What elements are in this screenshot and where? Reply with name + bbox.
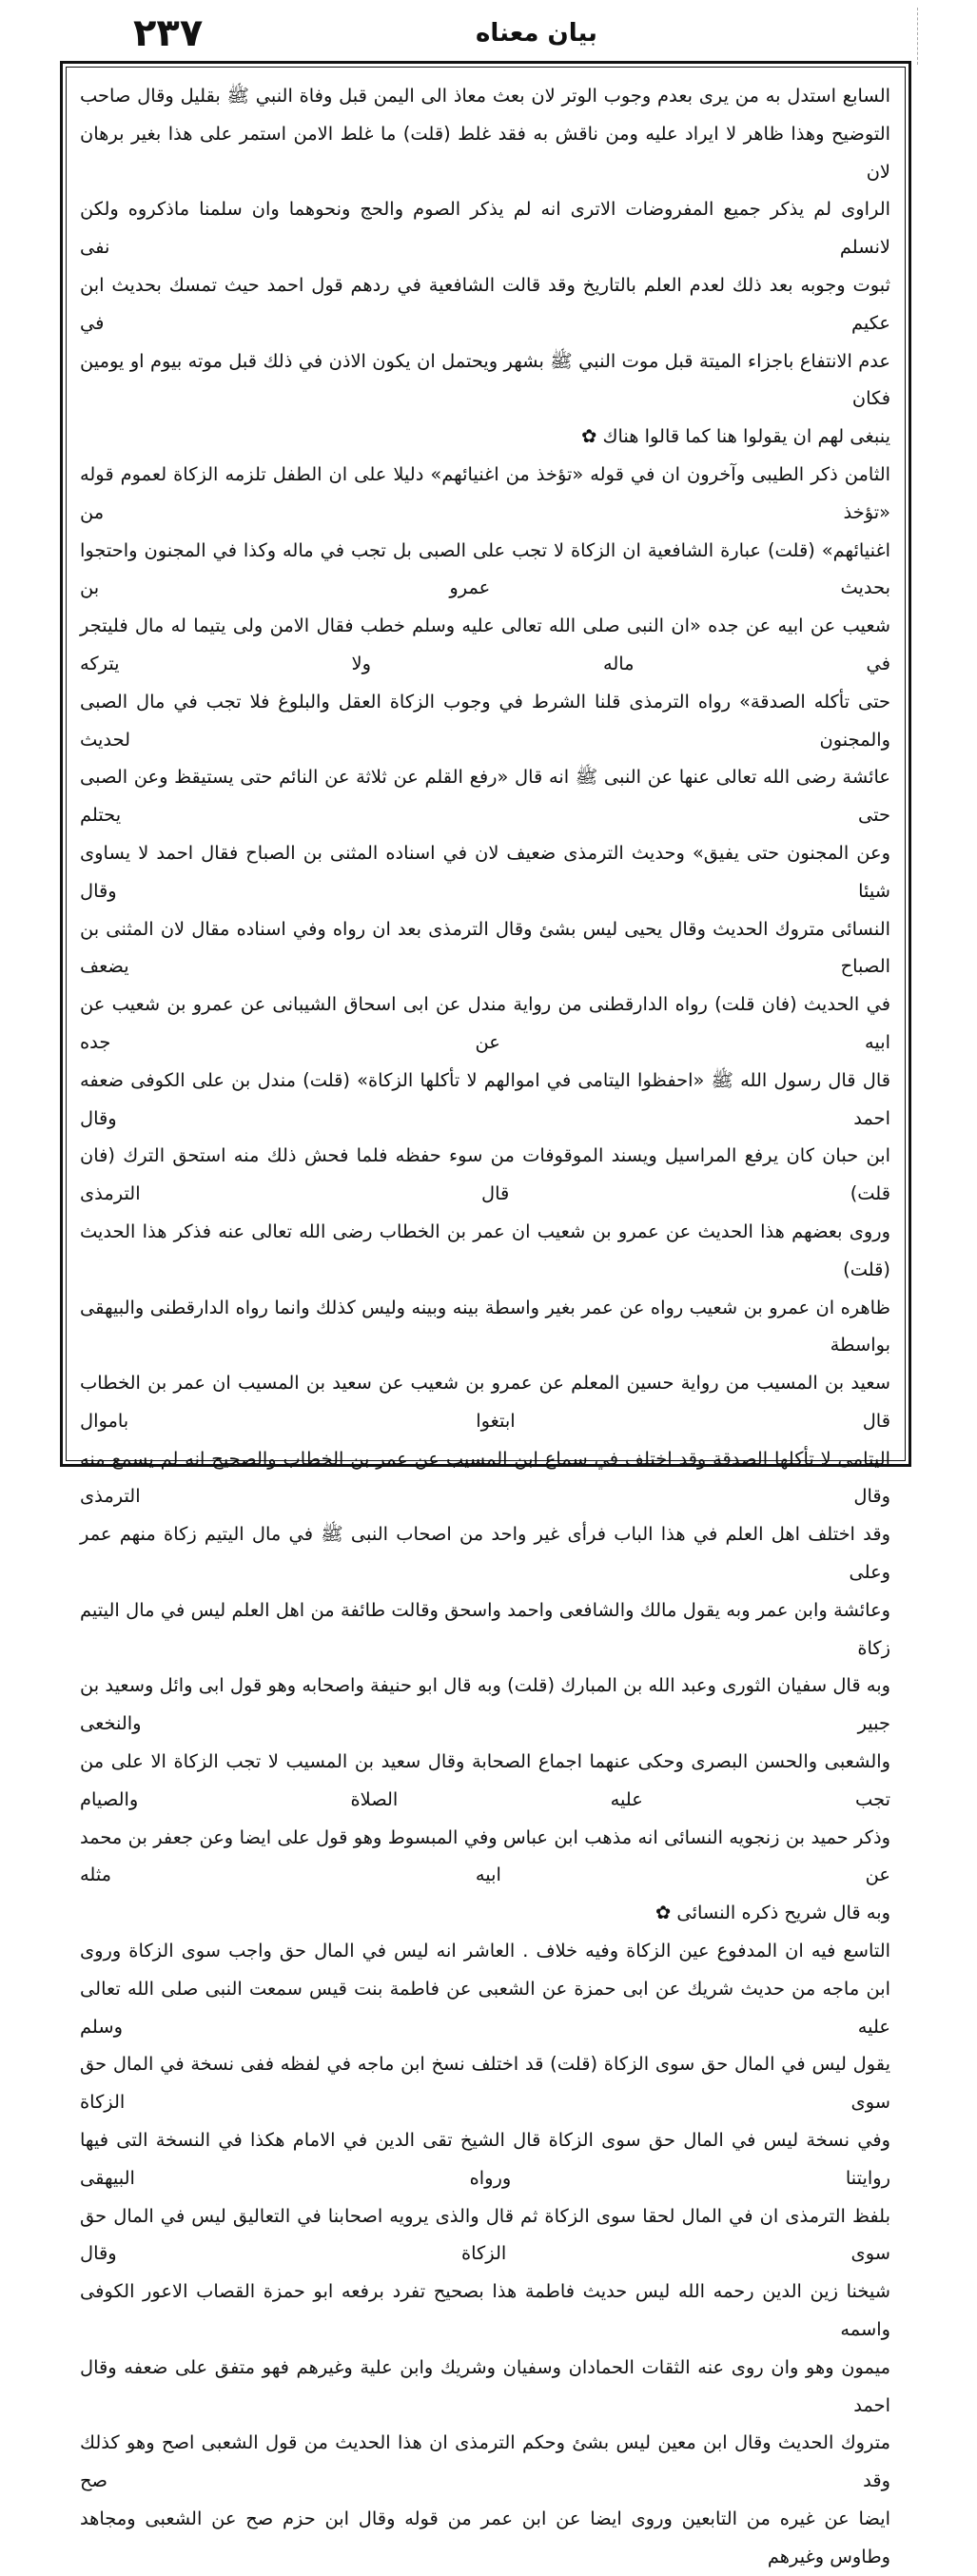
text-line: اليتامى لا تأكلها الصدقة وقد اختلف في سماع ابن المسيب عن عمر بن الخطاب والصحيح انه لم يسمع منه وقال الترمذى xyxy=(80,1447,890,1508)
text-line: وعن المجنون حتى يفيق» وحديث الترمذى ضعيف لان في اسناده المثنى بن الصباح فقال احمد لا يساوى شيئا وقال xyxy=(80,841,890,902)
text-line: ميمون وهو وان روى عنه الثقات الحمادان وسفيان وشريك وابن علية وغيرهم فهو متفق على ضعفه وقال احمد xyxy=(80,2355,890,2416)
text-line: اغنيائهم» (قلت) عبارة الشافعية ان الزكاة لا تجب على الصبى بل تجب في ماله وكذا في المجنون واحتجوا بحديث عمرو بن xyxy=(80,538,890,599)
text-line: والشعبى والحسن البصرى وحكى عنهما اجماع الصحابة وقال سعيد بن المسيب لا تجب الزكاة الا على من تجب عليه الصلاة والصيام xyxy=(80,1750,890,1810)
text-line: شعيب عن ابيه عن جده «ان النبى صلى الله تعالى عليه وسلم خطب فقال الامن ولى يتيما له مال فليتجر في ماله ولا يتركه xyxy=(80,615,890,674)
text-line: التاسع فيه ان المدفوع عين الزكاة وفيه خلاف . العاشر انه ليس في المال حق واجب سوى الزكاة وروى xyxy=(80,1940,890,1962)
text-line: وفي نسخة ليس في المال حق سوى الزكاة قال الشيخ تقى الدين في الامام هكذا في النسخة التى فيها روايتنا ورواه البيهقى xyxy=(80,2129,890,2189)
text-line: النسائى متروك الحديث وقال يحيى ليس بشئ وقال الترمذى بعد ان رواه وفي اسناده مقال لان المثنى بن الصباح يضعف xyxy=(80,917,890,978)
text-line: وبه قال شريح ذكره النسائى ✿ xyxy=(655,1902,890,1924)
text-line: بلفظ الترمذى ان في المال لحقا سوى الزكاة ثم قال والذى يرويه اصحابنا في التعاليق ليس في المال حق سوى الزكاة وقال xyxy=(80,2204,890,2265)
text-line: السابع استدل به من يرى بعدم وجوب الوتر لان بعث معاذ الى اليمن قبل وفاة النبي ﷺ بقليل وقال صاحب xyxy=(80,85,890,107)
body-text xyxy=(80,77,890,2576)
text-line: وذكر حميد بن زنجويه النسائى انه مذهب ابن عباس وفي المبسوط وهو قول على ايضا وعن جعفر بن محمد عن ابيه مثله xyxy=(80,1825,890,1886)
text-line: يقول ليس في المال حق سوى الزكاة (قلت) قد اختلف نسخ ابن ماجه في لفظه ففى نسخة في المال حق سوى الزكاة xyxy=(80,2053,890,2114)
text-line: عائشة رضى الله تعالى عنها عن النبى ﷺ انه قال «رفع القلم عن ثلاثة عن النائم حتى يستيقظ وعن الصبى حتى يحتلم xyxy=(80,766,890,827)
text-line: وروى بعضهم هذا الحديث عن عمرو بن شعيب ان عمر بن الخطاب رضى الله تعالى عنه فذكر هذا الحديث (قلت) xyxy=(80,1220,890,1280)
text-line: ايضا عن غيره من التابعين وروى ايضا عن ابن عمر من قوله وقال ابن حزم صح عن الشعبى ومجاهد وطاوس وغيرهم xyxy=(80,2508,890,2567)
text-line: الثامن ذكر الطيبى وآخرون ان في قوله «تؤخذ من اغنيائهم» دليلا على ان الطفل تلزمه الزكاة لعموم قوله «تؤخذ من xyxy=(80,462,890,523)
text-line: التوضيح وهذا ظاهر لا ايراد عليه ومن ناقش به فقد غلط (قلت) ما غلط الامن استمر على هذا بغير برهان لان xyxy=(80,122,890,183)
text-line: قال قال رسول الله ﷺ «احفظوا اليتامى في اموالهم لا تأكلها الزكاة» (قلت) مندل بن على الكوفى ضعفه احمد وقال xyxy=(80,1068,890,1129)
text-line: وعائشة وابن عمر وبه يقول مالك والشافعى واحمد واسحق وقالت طائفة من اهل العلم ليس في مال اليتيم زكاة xyxy=(80,1598,890,1659)
running-title: بيان معناه xyxy=(476,19,597,48)
text-line: ابن ماجه من حديث شريك عن ابى حمزة عن الشعبى عن فاطمة بنت قيس سمعت النبى صلى الله تعالى عليه وسلم xyxy=(80,1977,890,2038)
text-line: سعيد بن المسيب من رواية حسين المعلم عن عمرو بن شعيب عن سعيد بن المسيب ان عمر بن الخطاب قال ابتغوا باموال xyxy=(80,1372,890,1432)
text-line: ينبغى لهم ان يقولوا هنا كما قالوا هناك ✿ xyxy=(581,425,890,448)
text-line: عدم الانتفاع باجزاء الميتة قبل موت النبي ﷺ بشهر ويحتمل ان يكون الاذن في ذلك قبل موته بيوم او يومين فكان xyxy=(80,349,890,410)
text-line: في الحديث (فان قلت) رواه الدارقطنى من رواية مندل عن ابى اسحاق الشيبانى عن عمرو بن شعيب عن ابيه عن جده xyxy=(80,993,890,1053)
text-frame xyxy=(60,61,911,2567)
text-line: وبه قال سفيان الثورى وعبد الله بن المبارك (قلت) وبه قال ابو حنيفة واصحابه وهو قول ابى وائل وسعيد بن جبير والنخعى xyxy=(80,1674,890,1735)
text-line: الراوى لم يذكر جميع المفروضات الاترى انه لم يذكر الصوم والحج ونحوهما وان سلمنا ماذكروه ولكن لانسلم نفى xyxy=(80,198,890,259)
margin-dashes xyxy=(911,8,918,65)
text-line: ثبوت وجوبه بعد ذلك لعدم العلم بالتاريخ وقد قالت الشافعية في ردهم قول احمد حيث تمسك بحديث ابن عكيم في xyxy=(80,273,890,334)
text-line: حتى تأكله الصدقة» رواه الترمذى قلنا الشرط في وجوب الزكاة العقل والبلوغ فلا تجب في مال الصبى والمجنون لحديث xyxy=(80,690,890,751)
text-line: ابن حبان كان يرفع المراسيل ويسند الموقوفات من سوء حفظه فلما فحش ذلك منه استحق الترك (فان قلت) قال الترمذى xyxy=(80,1144,890,1205)
page-number: ٢٣٧ xyxy=(133,11,204,55)
page-header xyxy=(57,8,913,55)
text-line: متروك الحديث وقال ابن معين ليس بشئ وحكم الترمذى ان هذا الحديث من قول الشعبى اصح وهو كذلك وقد صح xyxy=(80,2431,890,2492)
text-line: شيخنا زين الدين رحمه الله ليس حديث فاطمة هذا بصحيح تفرد برفعه ابو حمزة القصاب الاعور الكوفى واسمه xyxy=(80,2280,890,2341)
text-line: وقد اختلف اهل العلم في هذا الباب فرأى غير واحد من اصحاب النبى ﷺ في مال اليتيم زكاة منهم عمر وعلى xyxy=(80,1523,890,1584)
text-line: ظاهره ان عمرو بن شعيب رواه عن عمر بغير واسطة بينه وبينه وليس كذلك وانما رواه الدارقطنى والبيهقى بواسطة xyxy=(80,1296,890,1356)
